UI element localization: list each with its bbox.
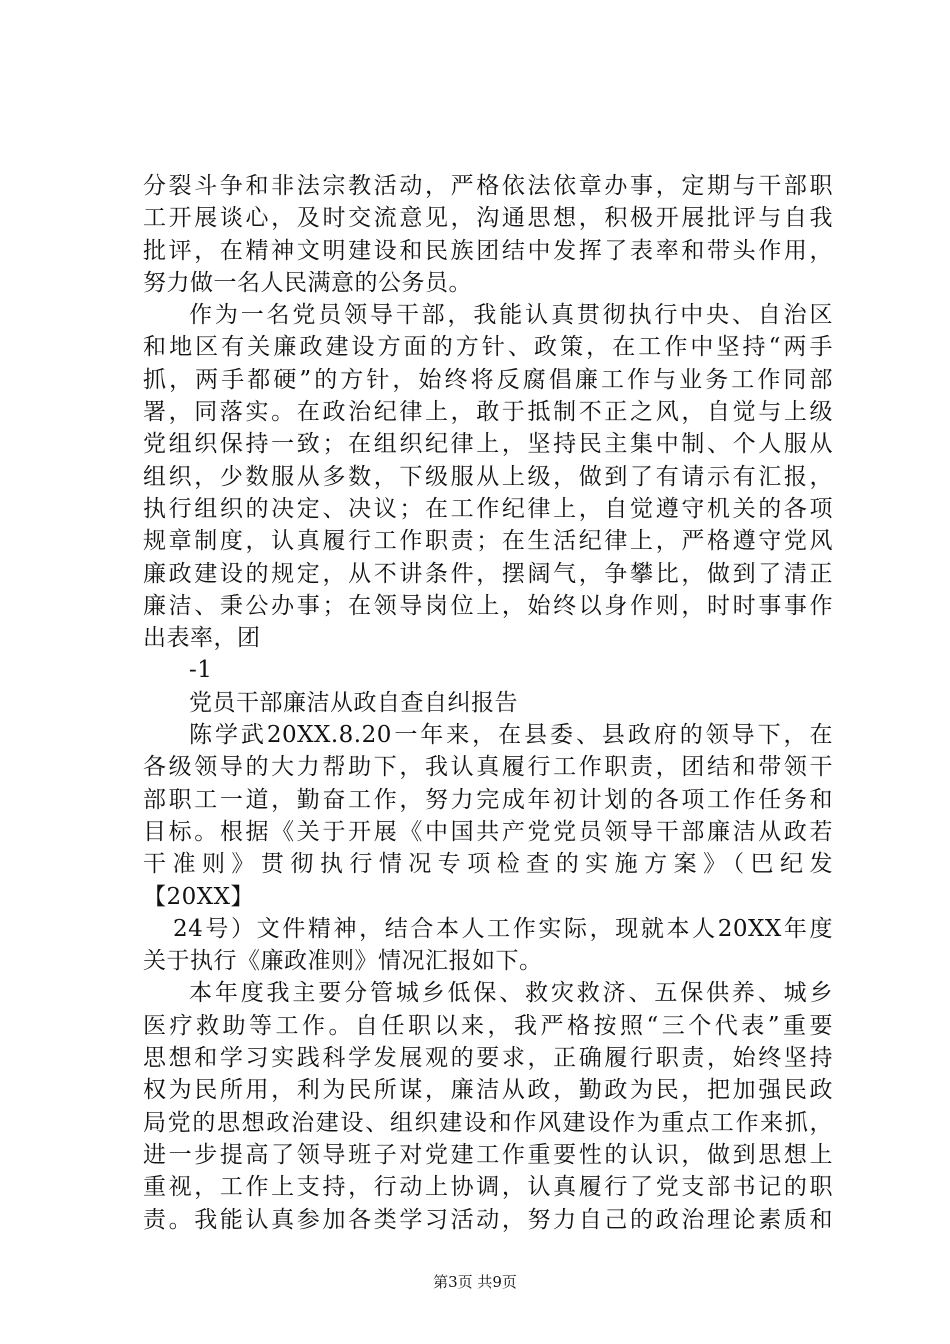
text-line: 关于执行《廉政准则》情况汇报如下。 [143, 948, 543, 975]
text-line: 目标。根据《关于开展《中国共产党党员领导干部廉洁从政若 [143, 818, 833, 845]
text-line: 24号）文件精神，结合本人工作实际，现就本人20XX年度 [173, 915, 833, 942]
text-line: 进一步提高了领导班子对党建工作重要性的认识，做到思想上 [143, 1141, 833, 1168]
text-line: 权为民所用，利为民所谋，廉洁从政，勤政为民，把加强民政 [143, 1077, 833, 1104]
text-line: 党员干部廉洁从政自查自纠报告 [189, 689, 518, 716]
text-line: 责。我能认真参加各类学习活动，努力自己的政治理论素质和 [143, 1206, 833, 1233]
text-line: 批评，在精神文明建设和民族团结中发挥了表率和带头作用， [143, 237, 833, 264]
text-line: 努力做一名人民满意的公务员。 [143, 269, 472, 296]
text-line: 干准则》贯彻执行情况专项检查的实施方案》（巴纪发 [143, 851, 833, 878]
text-line: 出表率，团 [143, 625, 261, 652]
text-line: 抓，两手都硬”的方针，始终将反腐倡廉工作与业务工作同部 [143, 366, 833, 393]
text-line: 陈学武20XX.8.20一年来，在县委、县政府的领导下，在 [189, 722, 833, 749]
text-line: 重视，工作上支持，行动上协调，认真履行了党支部书记的职 [143, 1174, 833, 1201]
text-line: 和地区有关廉政建设方面的方针、政策，在工作中坚持“两手 [143, 334, 833, 361]
text-line: 【20XX】 [143, 883, 255, 910]
text-line: -1 [189, 657, 213, 684]
text-line: 廉洁、秉公办事；在领导岗位上，始终以身作则，时时事事作 [143, 592, 833, 619]
text-line: 本年度我主要分管城乡低保、救灾救济、五保供养、城乡 [189, 980, 833, 1007]
text-line: 思想和学习实践科学发展观的要求，正确履行职责，始终坚持 [143, 1045, 833, 1072]
text-line: 组织，少数服从多数，下级服从上级，做到了有请示有汇报， [143, 463, 833, 490]
text-line: 医疗救助等工作。自任职以来，我严格按照“三个代表”重要 [143, 1012, 833, 1039]
page-footer: 第3页 共9页 [433, 1273, 517, 1291]
text-line: 党组织保持一致；在组织纪律上，坚持民主集中制、个人服从 [143, 431, 833, 458]
text-line: 署，同落实。在政治纪律上，敢于抵制不正之风，自觉与上级 [143, 399, 833, 426]
text-line: 部职工一道，勤奋工作，努力完成年初计划的各项工作任务和 [143, 786, 833, 813]
text-line: 工开展谈心，及时交流意见，沟通思想，积极开展批评与自我 [143, 205, 833, 232]
text-line: 规章制度，认真履行工作职责；在生活纪律上，严格遵守党风 [143, 528, 833, 555]
text-line: 各级领导的大力帮助下，我认真履行工作职责，团结和带领干 [143, 754, 833, 781]
text-line: 作为一名党员领导干部，我能认真贯彻执行中央、自治区 [189, 302, 833, 329]
text-line: 分裂斗争和非法宗教活动，严格依法依章办事，定期与干部职 [143, 173, 833, 199]
text-line: 执行组织的决定、决议；在工作纪律上，自觉遵守机关的各项 [143, 495, 833, 522]
text-line: 廉政建设的规定，从不讲条件，摆阔气，争攀比，做到了清正 [143, 560, 833, 587]
text-line: 局党的思想政治建设、组织建设和作风建设作为重点工作来抓， [143, 1109, 833, 1136]
document-body [143, 170, 833, 1236]
